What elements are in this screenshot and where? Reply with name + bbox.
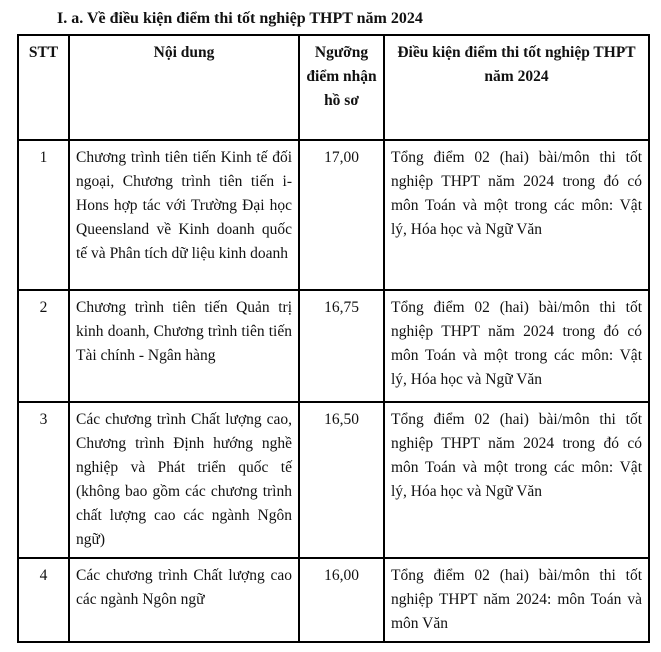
- program-description: Chương trình tiên tiến Kinh tế đối ngoại, Chương trình tiên tiến i-Hons hợp tác với Trường Đại học Queensland về Kinh doanh quốc tế và Phân tích dữ liệu kinh doanh: [69, 140, 299, 290]
- column-header-dieu-kien: Điều kiện điểm thi tốt nghiệp THPT năm 2024: [384, 35, 649, 140]
- row-number: 4: [18, 558, 69, 642]
- exam-condition: Tổng điểm 02 (hai) bài/môn thi tốt nghiệp THPT năm 2024 trong đó có môn Toán và một trong các môn: Vật lý, Hóa học và Ngữ Văn: [384, 140, 649, 290]
- row-number: 2: [18, 290, 69, 402]
- table-row: [18, 290, 649, 402]
- threshold-score: 16,75: [299, 290, 384, 402]
- table-header-row: [18, 35, 649, 140]
- table-row: [18, 558, 649, 642]
- column-header-stt: STT: [18, 35, 69, 140]
- exam-condition: Tổng điểm 02 (hai) bài/môn thi tốt nghiệp THPT năm 2024 trong đó có môn Toán và một trong các môn: Vật lý, Hóa học và Ngữ Văn: [384, 402, 649, 558]
- column-header-noi-dung: Nội dung: [69, 35, 299, 140]
- column-header-nguong-diem: Ngưỡng điểm nhận hồ sơ: [299, 35, 384, 140]
- threshold-score: 16,00: [299, 558, 384, 642]
- program-description: Các chương trình Chất lượng cao, Chương trình Định hướng nghề nghiệp và Phát triển quốc tế (không bao gồm các chương trình chất lượng cao các ngành Ngôn ngữ): [69, 402, 299, 558]
- row-number: 3: [18, 402, 69, 558]
- admission-conditions-table: [17, 34, 650, 643]
- program-description: Các chương trình Chất lượng cao các ngành Ngôn ngữ: [69, 558, 299, 642]
- row-number: 1: [18, 140, 69, 290]
- table-row: [18, 140, 649, 290]
- exam-condition: Tổng điểm 02 (hai) bài/môn thi tốt nghiệp THPT năm 2024 trong đó có môn Toán và một trong các môn: Vật lý, Hóa học và Ngữ Văn: [384, 290, 649, 402]
- program-description: Chương trình tiên tiến Quản trị kinh doanh, Chương trình tiên tiến Tài chính - Ngân hàng: [69, 290, 299, 402]
- threshold-score: 17,00: [299, 140, 384, 290]
- threshold-score: 16,50: [299, 402, 384, 558]
- table-row: [18, 402, 649, 558]
- page-title: I. a. Về điều kiện điểm thi tốt nghiệp THPT năm 2024: [57, 10, 423, 27]
- exam-condition: Tổng điểm 02 (hai) bài/môn thi tốt nghiệp THPT năm 2024: môn Toán và môn Văn: [384, 558, 649, 642]
